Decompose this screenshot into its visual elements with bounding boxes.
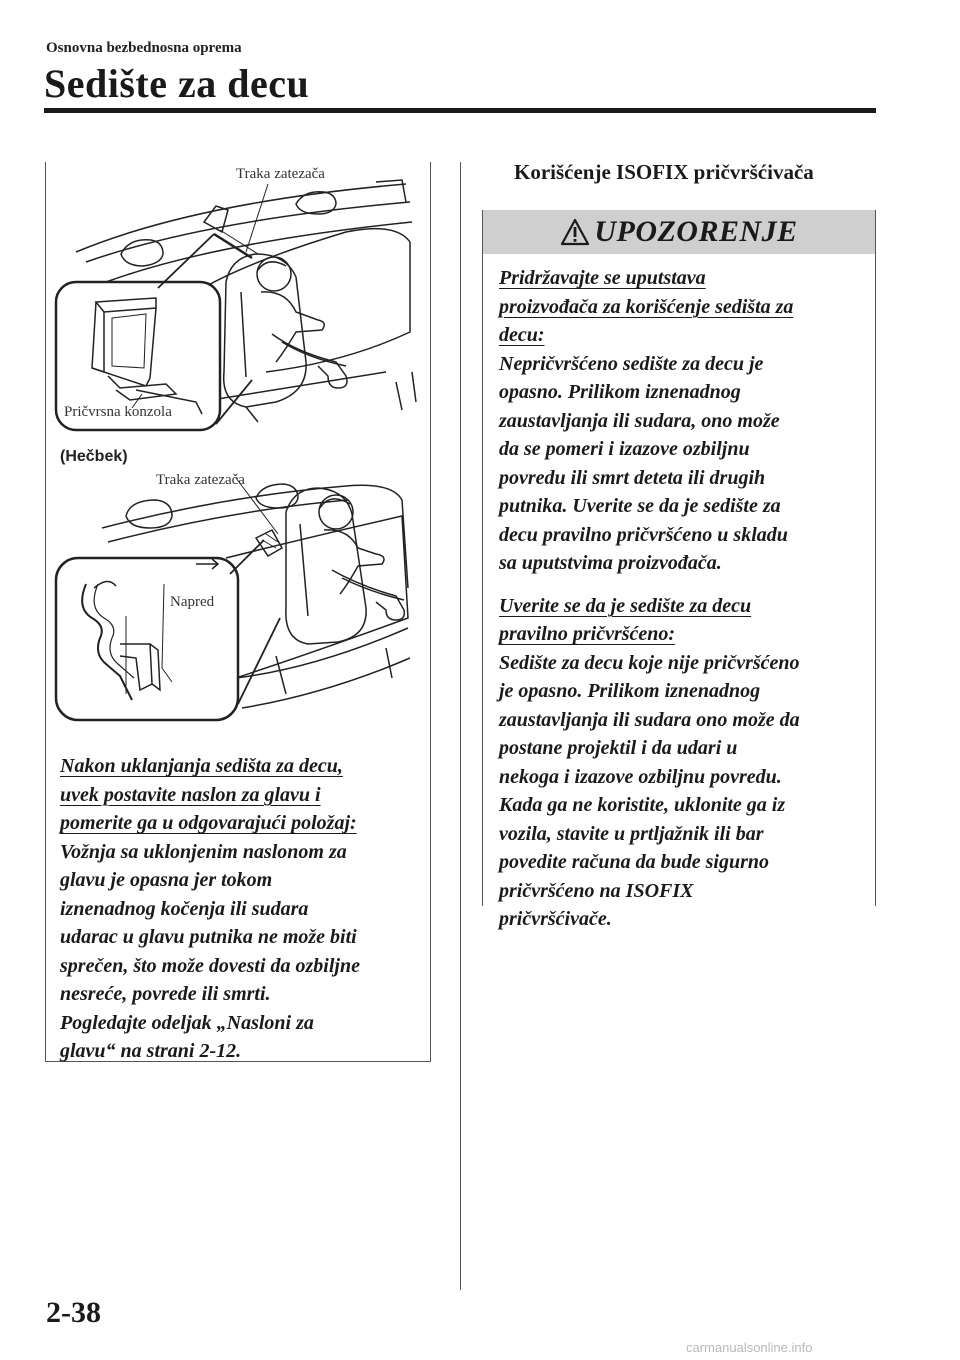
tether-label-hatchback: Traka zatezača xyxy=(156,472,245,488)
headrest-warning-heading-line: uvek postavite naslon za glavu i xyxy=(60,783,321,806)
tether-label: Traka zatezača xyxy=(236,166,325,182)
p2-body-line: vozila, stavite u prtljažnik ili bar xyxy=(499,822,764,845)
page-title: Sedište za decu xyxy=(44,61,310,106)
p1-heading-line: decu: xyxy=(499,324,545,346)
left-warning-text xyxy=(60,752,422,1066)
section-header: Osnovna bezbednosna oprema xyxy=(46,40,242,56)
p2-body-line: je opasno. Prilikom iznenadnog xyxy=(499,680,761,702)
headrest-warning-body-line: glavu“ na strani 2-12. xyxy=(60,1040,242,1062)
warning-banner xyxy=(483,210,875,254)
right-warning-text xyxy=(499,264,867,934)
headrest-warning-body-line: sprečen, što može dovesti da ozbiljne xyxy=(60,954,360,977)
p2-heading-line: pravilno pričvršćeno: xyxy=(499,623,676,645)
headrest-warning-body-line: Vožnja sa uklonjenim naslonom za xyxy=(60,840,347,863)
headrest-warning-body-line: glavu je opasna jer tokom xyxy=(60,869,273,891)
p2-body-line: zaustavljanja ili sudara ono može da xyxy=(499,708,800,731)
tether-illustration xyxy=(46,162,430,442)
p1-body-line: sa uputstvima proizvođača. xyxy=(499,552,722,574)
column-divider xyxy=(460,162,461,1290)
p2-body-line: nekoga i izazove ozbiljnu povredu. xyxy=(499,765,782,788)
forward-label: Napred xyxy=(170,594,215,610)
warning-label: UPOZORENJE xyxy=(594,215,798,248)
p1-heading-line: Pridržavajte se uputstava xyxy=(499,267,706,289)
isofix-heading: Korišćenje ISOFIX pričvršćivača xyxy=(514,160,814,184)
p1-body-line: da se pomeri i izazove ozbiljnu xyxy=(499,438,750,460)
headrest-warning-heading-line: Nakon uklanjanja sedišta za decu, xyxy=(60,755,343,777)
p1-body-line: opasno. Prilikom iznenadnog xyxy=(499,381,741,403)
p1-body-line: povredu ili smrt deteta ili drugih xyxy=(499,466,766,489)
hatchback-illustration xyxy=(46,468,430,740)
headrest-warning-body-line: nesreće, povrede ili smrti. xyxy=(60,983,271,1005)
headrest-warning-body-line: iznenadnog kočenja ili sudara xyxy=(60,897,309,920)
left-warning-box xyxy=(45,162,431,1062)
p2-body-line: pričvršćivače. xyxy=(499,908,612,930)
p1-body-line: Nepričvršćeno sedište za decu je xyxy=(499,352,764,375)
headrest-warning-heading-line: pomerite ga u odgovarajući položaj: xyxy=(60,812,357,834)
headrest-warning-body-line: udarac u glavu putnika ne može biti xyxy=(60,926,357,948)
watermark: carmanualsonline.info xyxy=(686,1340,813,1355)
right-warning-box xyxy=(482,210,876,930)
p2-body-line: Kada ga ne koristite, uklonite ga iz xyxy=(499,794,786,816)
p1-body-line: decu pravilno pričvršćeno u skladu xyxy=(499,523,788,546)
header-rule xyxy=(44,108,876,113)
p2-heading-line: Uverite se da je sedište za decu xyxy=(499,594,752,617)
hatchback-caption: (Hečbek) xyxy=(60,448,128,465)
p1-body-line: zaustavljanja ili sudara, ono može xyxy=(499,409,780,432)
p2-body-line: pričvršćeno na ISOFIX xyxy=(499,879,694,902)
p1-body-line: putnika. Uverite se da je sedište za xyxy=(499,495,781,517)
bracket-label: Pričvrsna konzola xyxy=(64,404,172,420)
p2-body-line: Sedište za decu koje nije pričvršćeno xyxy=(499,651,800,674)
p1-heading-line: proizvođača za korišćenje sedišta za xyxy=(499,295,794,318)
page-number: 2-38 xyxy=(46,1296,101,1329)
headrest-warning-body-line: Pogledajte odeljak „Nasloni za xyxy=(60,1011,314,1034)
p2-body-line: postane projektil i da udari u xyxy=(499,737,738,759)
p2-body-line: povedite računa da bude sigurno xyxy=(499,851,770,873)
warning-triangle-icon xyxy=(560,218,590,246)
paragraph-gap xyxy=(499,578,867,592)
